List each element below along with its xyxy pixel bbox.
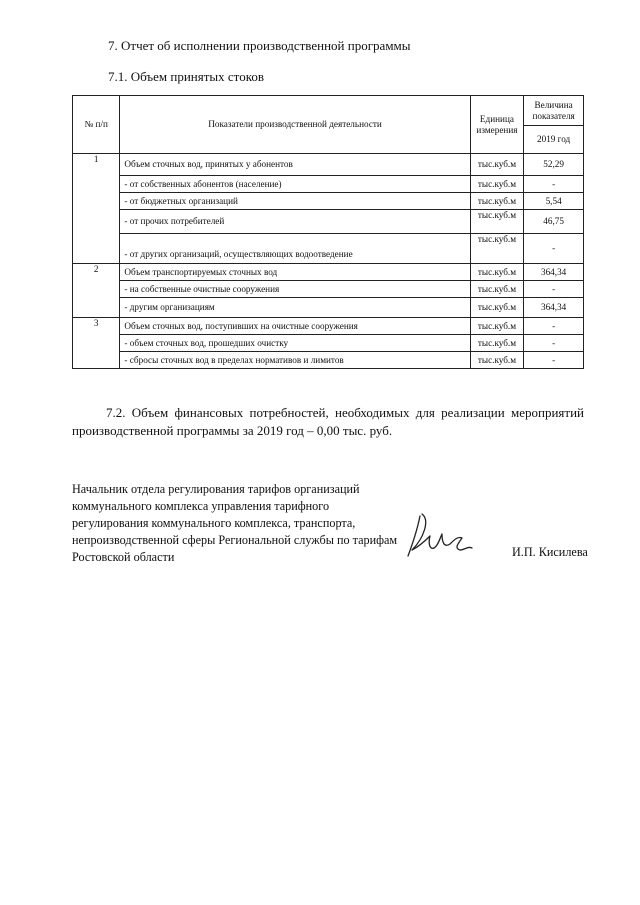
section-title: 7. Отчет об исполнении производственной программы [108,38,411,53]
handwritten-signature [400,510,480,562]
row-unit: тыс.куб.м [470,154,524,176]
row-value: 5,54 [524,193,584,210]
row-value: 52,29 [524,154,584,176]
header-name: Показатели производственной деятельности [120,96,470,154]
table-row [73,176,584,193]
row-name: - от собственных абонентов (население) [120,176,470,193]
row-name: - сбросы сточных вод в пределах нормативов и лимитов [120,352,470,369]
row-name: - другим организациям [120,298,470,318]
row-unit: тыс.куб.м [470,281,524,298]
row-unit: тыс.куб.м [470,352,524,369]
row-name: Объем транспортируемых сточных вод [120,264,470,281]
row-unit: тыс.куб.м [470,176,524,193]
row-unit: тыс.куб.м [470,298,524,318]
header-unit: Единица измерения [470,96,524,154]
table-row [73,352,584,369]
table-row [73,154,584,176]
row-name: - от прочих потребителей [120,210,470,234]
signatory-name: И.П. Кисилева [512,545,588,559]
row-name: - от других организаций, осуществляющих водоотведение [120,234,470,264]
table-row [73,210,584,234]
row-unit: тыс.куб.м [470,264,524,281]
stock-volume-table [72,95,584,369]
table-row [73,234,584,264]
row-name: Объем сточных вод, поступивших на очистные сооружения [120,318,470,335]
row-unit: тыс.куб.м [470,210,524,234]
table-row [73,298,584,318]
header-value: Величина показателя [524,96,584,126]
row-value: - [524,335,584,352]
subsection-title: 7.1. Объем принятых стоков [108,69,264,84]
financial-needs-text: 7.2. Объем финансовых потребностей, необходимых для реализации мероприятий производственной программы за 2019 год – 0,00 тыс. руб. [72,405,584,438]
row-value: 364,34 [524,298,584,318]
row-unit: тыс.куб.м [470,193,524,210]
table-row [73,281,584,298]
table-row [73,335,584,352]
row-name: Объем сточных вод, принятых у абонентов [120,154,470,176]
table-header-row [73,96,584,126]
row-value: - [524,352,584,369]
row-value: 364,34 [524,264,584,281]
row-value: 46,75 [524,210,584,234]
row-num: 2 [73,264,120,318]
row-num: 1 [73,154,120,264]
row-unit: тыс.куб.м [470,318,524,335]
row-value: - [524,234,584,264]
row-name: - от бюджетных организаций [120,193,470,210]
row-unit: тыс.куб.м [470,234,524,264]
row-name: - на собственные очистные сооружения [120,281,470,298]
row-value: - [524,281,584,298]
row-num: 3 [73,318,120,369]
header-num: № п/п [73,96,120,154]
row-value: - [524,176,584,193]
header-year: 2019 год [524,126,584,154]
row-unit: тыс.куб.м [470,335,524,352]
row-name: - объем сточных вод, прошедших очистку [120,335,470,352]
row-value: - [524,318,584,335]
table-row [73,193,584,210]
financial-needs-paragraph [72,404,584,440]
table-row [73,264,584,281]
signatory-position: Начальник отдела регулирования тарифов организаций коммунального комплекса управления тарифного регулирования коммунального комплекса, транспорта, непроизводственной сферы Региональной службы по тарифам Ростовской области [72,482,398,564]
table-row [73,318,584,335]
